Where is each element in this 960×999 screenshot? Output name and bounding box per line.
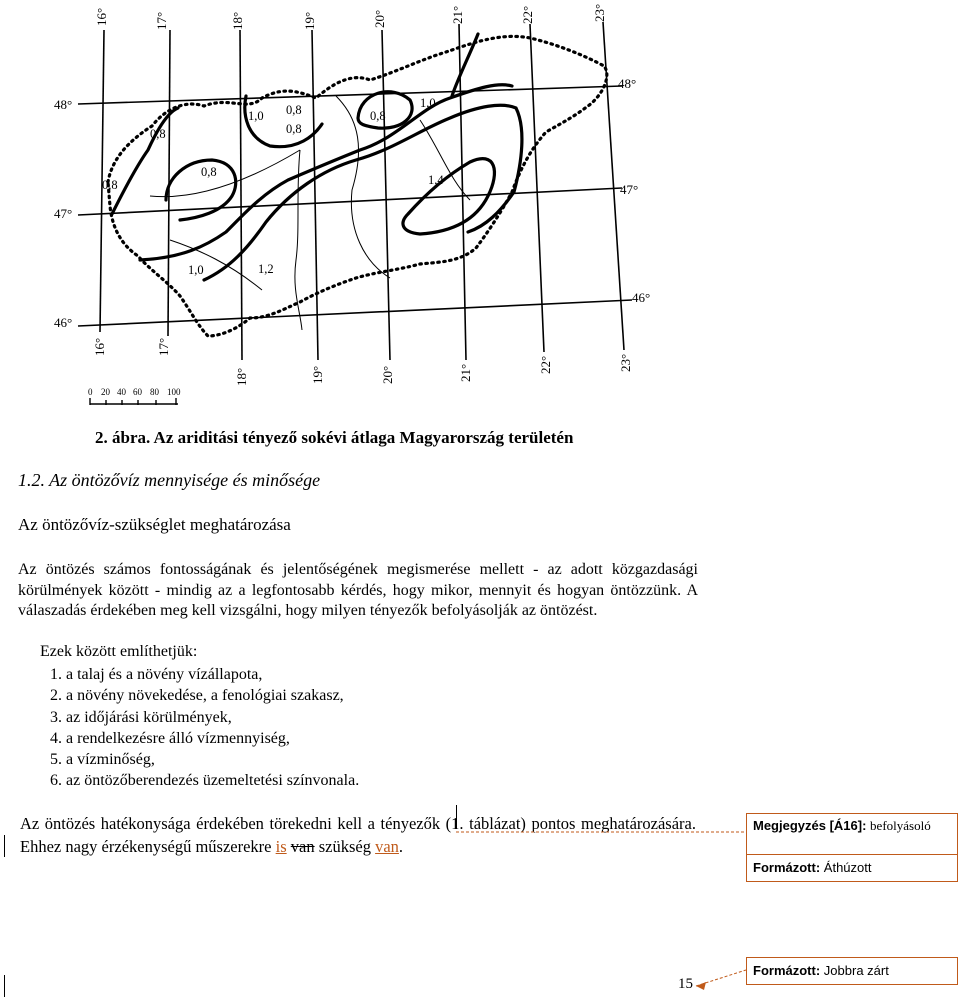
scale-tick-label: 80	[150, 387, 159, 397]
section-title: 1.2. Az öntözővíz mennyisége és minősége	[18, 470, 321, 490]
list-item: 1. a talaj és a növény vízállapota,	[50, 666, 263, 683]
list-item: 6. az öntözőberendezés üzemeltetési színvonala.	[50, 772, 360, 790]
scale-tick-label: 0	[88, 387, 93, 397]
deleted-text[interactable]: van	[290, 837, 315, 856]
lon-label-bottom: 23°	[618, 353, 633, 372]
isoline-label: 1,0	[188, 263, 204, 277]
lon-label-top: 18°	[230, 11, 245, 30]
format-balloon[interactable]	[746, 957, 958, 985]
lon-label-bottom: 20°	[380, 365, 395, 384]
lon-label-bottom: 21°	[458, 363, 473, 382]
isoline-label: 1,4	[428, 173, 444, 187]
isoline-label: 0,8	[150, 127, 166, 141]
isoline-label: 0,8	[370, 109, 386, 123]
lon-label-bottom: 16°	[92, 337, 107, 356]
format-text: Áthúzott	[823, 860, 872, 875]
isoline-label: 1,0	[420, 96, 436, 110]
page-number: 15	[678, 976, 693, 992]
list-item: 5. a vízminőség,	[50, 751, 155, 769]
isoline-label: 0,8	[102, 178, 118, 192]
isoline-label: 0,8	[286, 122, 302, 136]
format-label: Formázott:	[753, 963, 821, 978]
subheading: Az öntözővíz-szükséglet meghatározása	[18, 515, 291, 534]
comment-text: befolyásoló	[870, 818, 931, 833]
lon-label-top: 17°	[154, 11, 169, 30]
factor-list	[50, 664, 359, 792]
list-intro: Ezek között említhetjük:	[40, 643, 198, 660]
lon-label-top: 16°	[94, 7, 109, 26]
comment-balloon[interactable]	[746, 813, 958, 857]
scale-tick-label: 20	[101, 387, 110, 397]
list-item: 4. a rendelkezésre álló vízmennyiség,	[50, 729, 290, 747]
aridity-map	[0, 0, 680, 420]
lat-label-left: 47°	[54, 206, 73, 221]
lon-label-bottom: 19°	[310, 365, 325, 384]
isoline-label: 1,2	[258, 262, 274, 276]
isoline-label: 1,0	[248, 109, 264, 123]
scale-tick-label: 100	[167, 387, 181, 397]
lat-label-right: 47°	[620, 182, 639, 197]
scale-tick-label: 60	[133, 387, 142, 397]
format-label: Formázott:	[753, 860, 821, 875]
lon-label-bottom: 17°	[156, 337, 171, 356]
isolines	[112, 34, 522, 280]
change-bar	[4, 835, 5, 857]
figure-caption: 2. ábra. Az ariditási tényező sokévi átlaga Magyarország területén	[95, 428, 574, 447]
lon-label-top: 23°	[592, 3, 607, 22]
paragraph-text: szükség	[314, 837, 376, 856]
isoline-label: 0,8	[286, 103, 302, 117]
format-text: Jobbra zárt	[823, 963, 889, 978]
lat-label-left: 46°	[54, 315, 73, 330]
lat-label-left: 48°	[54, 97, 73, 112]
change-bar	[4, 975, 5, 997]
isoline-labels	[102, 96, 444, 277]
bottom-longitude-labels	[92, 338, 633, 386]
paragraph-text: Az öntözés hatékonysága érdekében törekedni kell a tényezők (1. táblázat) pontos meghatározására. Ehhez nagy érzékenységű műszerekre	[20, 814, 696, 856]
lon-label-top: 20°	[372, 9, 387, 28]
list-item: 2. a növény növekedése, a fenológiai szakasz,	[50, 687, 344, 705]
longitude-lines	[100, 22, 624, 360]
format-balloon[interactable]	[746, 854, 958, 882]
inserted-text[interactable]: van	[375, 837, 399, 856]
list-item: 3. az időjárási körülmények,	[50, 708, 232, 726]
lon-label-bottom: 22°	[538, 355, 553, 374]
lon-label-top: 22°	[520, 5, 535, 24]
comment-label: Megjegyzés [Á16]:	[753, 818, 867, 833]
paragraph-text: .	[398, 837, 404, 856]
lat-label-right: 48°	[618, 76, 637, 91]
paragraph-tracked-changes	[20, 812, 696, 858]
scale-tick-label: 40	[117, 387, 126, 397]
lon-label-top: 19°	[302, 11, 317, 30]
scale-bar	[88, 387, 181, 405]
latitude-lines	[78, 86, 632, 326]
lon-label-top: 21°	[450, 5, 465, 24]
inserted-text[interactable]: is	[275, 837, 287, 856]
paragraph: Az öntözés számos fontosságának és jelentőségének megismerése mellett - az adott közgazdasági körülmények között - mindig az a legfontosabb kérdés, hogy mikor, mennyit és hogyan öntözzünk. A válaszadás érdekében meg kell vizsgálni, hogy milyen tényezők befolyásolják az öntözést.	[18, 561, 698, 619]
latitude-labels	[54, 76, 650, 330]
lon-label-bottom: 18°	[234, 367, 249, 386]
lat-label-right: 46°	[632, 290, 651, 305]
isoline-label: 0,8	[201, 165, 217, 179]
